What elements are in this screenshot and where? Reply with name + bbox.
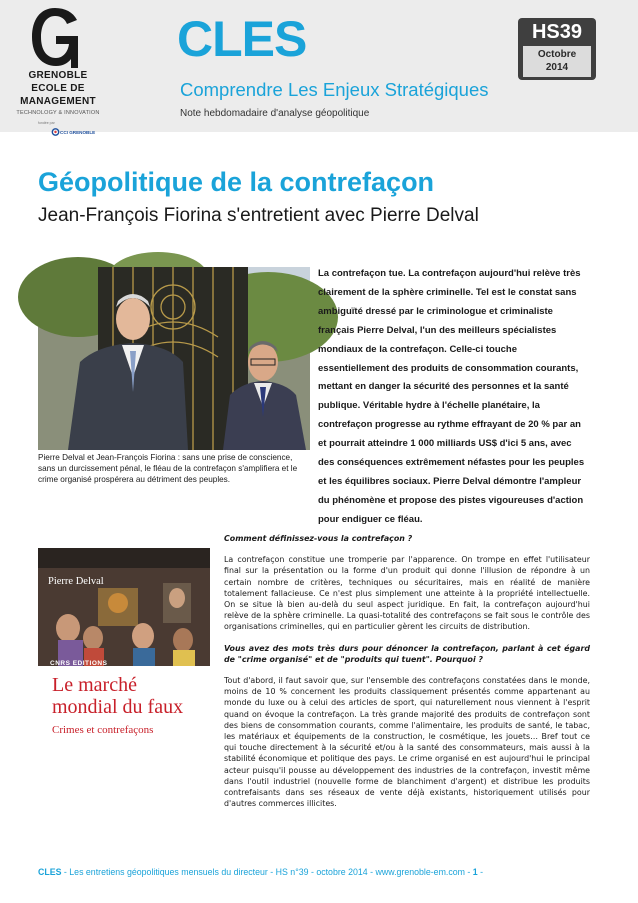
interview-body [224, 533, 590, 819]
issue-badge [518, 18, 596, 80]
publication-subtitle: Comprendre Les Enjeux Stratégiques [180, 79, 489, 100]
page-number: 1 [472, 867, 478, 877]
interview-photo [38, 267, 310, 450]
question-2: Vous avez des mots très durs pour dénoncer la contrefaçon, parlant à cet égard de "crime organisé" et de "produits qui tuent". Pourquoi ? [224, 643, 590, 664]
book-title-line-1: Le marché [52, 674, 137, 696]
page-footer [38, 866, 598, 878]
answer-2: Tout d'abord, il faut savoir que, sur l'ensemble des contrefaçons constatées dans le monde, moins de 10 % concernent les produits classiquement présentés comme appartenant au monde du luxe ou à celui des articles de sport, qui naturellement nous viennent à l'esprit quand on évoque la contrefaçon. La très grande majorité des produits de contrefaçon sont des biens de consommation courants, comme l'alimentaire, les produits de santé, le tabac, les matériaux et équipements de la construction, le cosmétique, les jouets… Bref tout ce qui touche directement à la sécurité et/ou à la santé des consommateurs, mais aussi à la stabilité économique et politique des pays. Le crime organisé en est aujourd'hui le principal acteur puisqu'il pousse au développement des industries de la contrefaçon, investit même dans l'outil industriel (nouvelle forme de blanchiment d'argent) et distribue les produits contrefaisants dans ses réseaux de vente déjà existants, historiquement utilisés pour d'autres commerces illicites. [224, 676, 590, 809]
issue-year: 2014 [545, 62, 569, 73]
logo-line-3: MANAGEMENT [20, 96, 96, 107]
issue-month: Octobre [537, 49, 577, 60]
answer-1: La contrefaçon constitue une tromperie par l'apparence. On trompe en effet l'utilisateur final sur la présentation ou la forme d'un produit qui donne l'illusion de répondre à un certain nombre de critères, techniques ou sécuritaires, mais en réalité de manière totalement fallacieuse. Ce n'est plus simplement une atteinte à la propriété intellectuelle. On se situe là bien au-delà du seul aspect juridique. En fait, la contrefaçon aujourd'hui relève de la sphère criminelle. La quasi-totalité des contrefaçons se fait sous le contrôle des organisations criminelles, qui en particulier gèrent les circuits de distribution. [224, 555, 590, 632]
g-logo-icon [30, 6, 80, 68]
footer-text: - Les entretiens géopolitiques mensuels du directeur - HS n°39 - octobre 2014 - www.grenoble-em.com - [61, 867, 473, 877]
publication-note: Note hebdomadaire d'analyse géopolitique [180, 108, 370, 119]
footer-brand: CLES [38, 867, 62, 877]
book-title-line-2: mondial du faux [52, 696, 184, 718]
book-publisher: CNRS EDITIONS [50, 660, 108, 667]
photo-illustration [38, 267, 310, 450]
article-title: Géopolitique de la contrefaçon [38, 167, 435, 197]
logo-line-1: GRENOBLE [28, 70, 88, 81]
book-cover [38, 548, 210, 833]
issue-date-panel [523, 46, 591, 77]
question-1: Comment définissez-vous la contrefaçon ? [224, 534, 413, 543]
logo-tagline: TECHNOLOGY & INNOVATION [16, 110, 100, 116]
masthead [0, 0, 638, 135]
issue-number: HS39 [531, 21, 583, 43]
logo-founded-by: fondée par [38, 121, 55, 125]
cci-logo-text: CCI GRENOBLE [60, 130, 96, 135]
book-author: Pierre Delval [48, 576, 104, 587]
school-logo [8, 6, 108, 136]
book-subtitle: Crimes et contrefaçons [52, 724, 154, 736]
cci-logo-icon [52, 128, 96, 136]
footer-tail: - [477, 867, 484, 877]
article-subtitle: Jean-François Fiorina s'entretient avec Pierre Delval [38, 205, 479, 226]
photo-caption: Pierre Delval et Jean-François Fiorina : sans une prise de conscience, sans un durcissement pénal, le fléau de la contrefaçon s'amplifiera et le crime organisé prospérera au détriment des peuples. [38, 453, 298, 484]
article-lead: La contrefaçon tue. La contrefaçon aujourd'hui relève très clairement de la sphère criminelle. Tel est le constat sans ambiguïté dressé par le criminologue et criminaliste français Pierre Delval, l'un des meilleurs spécialistes mondiaux de la contrefaçon. Celle-ci touche essentiellement des produits de consommation courants, mettant en danger la sécurité des personnes et la santé publique. Véritable hydre à l'échelle planétaire, la contrefaçon progresse au rythme effrayant de 20 % par an et pourrait atteindre 1 000 milliards US$ d'ici 5 ans, avec des conséquences extrêmement néfastes pour les peuples et les équilibres sociaux. Pierre Delval démontre l'ampleur du phénomène et propose des pistes vigoureuses d'action pour endiguer ce fléau. [318, 268, 585, 525]
publication-title: CLES [177, 11, 307, 67]
logo-line-2: ECOLE DE [31, 83, 85, 94]
